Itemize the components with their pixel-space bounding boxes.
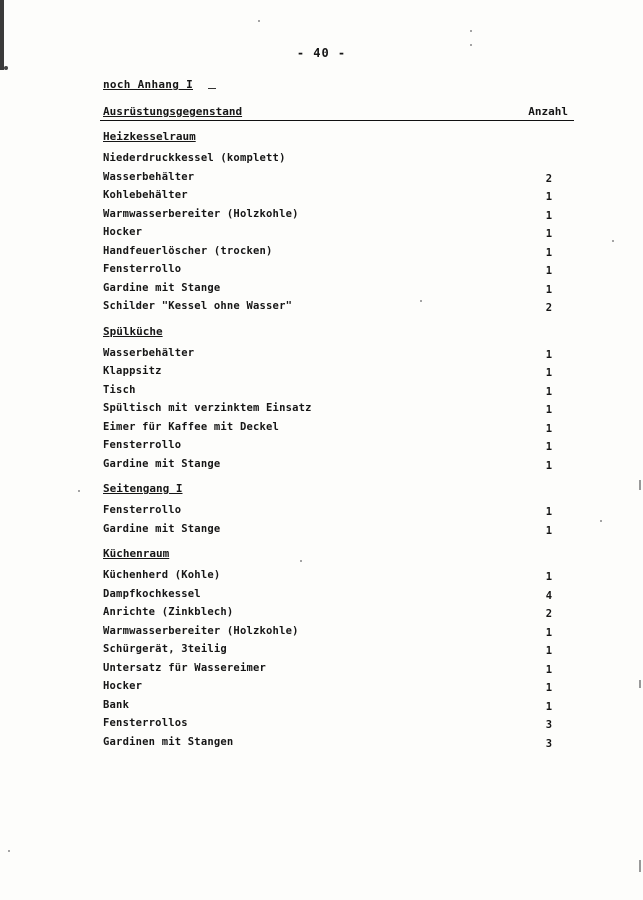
item-name: Fensterrollo	[103, 504, 182, 516]
heading-tick	[208, 88, 216, 89]
binder-dot	[4, 66, 8, 70]
list-item	[103, 504, 553, 520]
list-item	[103, 643, 553, 659]
list-item	[103, 189, 553, 205]
item-quantity: 1	[545, 645, 553, 657]
item-quantity: 1	[545, 283, 553, 296]
item-quantity: 1	[545, 191, 553, 203]
scan-speck	[300, 560, 302, 562]
item-name: Hocker	[103, 680, 143, 692]
item-name: Spültisch mit verzinktem Einsatz	[103, 402, 312, 414]
item-quantity: 1	[545, 682, 553, 694]
section-title: Spülküche	[103, 324, 163, 338]
item-name: Anrichte (Zinkblech)	[103, 606, 234, 618]
item-quantity: 1	[545, 524, 553, 537]
list-item	[103, 245, 553, 261]
column-header	[100, 105, 574, 121]
list-item	[103, 680, 553, 696]
list-item	[103, 421, 553, 437]
quantity-column-header: Anzahl	[528, 105, 568, 118]
list-item	[103, 699, 553, 715]
list-item	[103, 625, 553, 641]
list-item	[103, 152, 553, 168]
item-name: Wasserbehälter	[103, 346, 195, 359]
item-name: Wasserbehälter	[103, 170, 195, 183]
list-item	[103, 300, 553, 316]
list-item	[103, 717, 553, 733]
list-item	[103, 662, 553, 678]
list-item	[103, 439, 553, 455]
item-quantity: 1	[545, 246, 553, 259]
item-quantity: 2	[545, 302, 553, 314]
page-number: - 40 -	[296, 46, 347, 60]
list-item	[103, 365, 553, 381]
section-title: Seitengang I	[103, 482, 183, 495]
item-quantity: 2	[545, 608, 553, 620]
list-item	[103, 458, 553, 474]
item-quantity: 1	[545, 385, 553, 398]
item-quantity: 1	[545, 626, 553, 639]
list-item	[103, 402, 553, 418]
list-item	[103, 606, 553, 622]
scan-speck	[258, 20, 260, 22]
section-title: Heizkesselraum	[103, 130, 196, 143]
item-name: Klappsitz	[103, 365, 162, 377]
scan-speck	[612, 240, 614, 242]
scan-speck	[470, 30, 472, 32]
list-item	[103, 736, 553, 752]
item-name: Warmwasserbereiter (Holzkohle)	[103, 624, 299, 637]
item-name: Fensterrollo	[103, 439, 182, 451]
scan-speck	[600, 520, 602, 522]
item-name: Kohlebehälter	[103, 189, 188, 201]
item-name: Tisch	[103, 383, 136, 396]
section-title: Küchenraum	[103, 547, 170, 560]
item-name: Küchenherd (Kohle)	[103, 569, 221, 581]
item-name: Eimer für Kaffee mit Deckel	[103, 420, 280, 433]
item-name: Schürgerät, 3teilig	[103, 643, 227, 655]
item-name: Dampfkochkessel	[103, 587, 201, 600]
list-item	[103, 263, 553, 279]
item-quantity: 1	[545, 441, 553, 453]
item-name: Gardine mit Stange	[103, 281, 221, 294]
item-quantity: 1	[545, 265, 553, 277]
list-item	[103, 347, 553, 363]
item-name: Gardine mit Stange	[103, 457, 221, 470]
scan-speck	[470, 44, 472, 46]
scan-speck	[8, 850, 10, 852]
item-quantity: 1	[545, 348, 553, 361]
item-name: Bank	[103, 698, 130, 711]
scan-mark	[639, 480, 641, 490]
item-quantity: 1	[545, 459, 553, 472]
item-name: Niederdruckkessel (komplett)	[103, 152, 286, 164]
list-item	[103, 569, 553, 585]
item-name: Schilder "Kessel ohne Wasser"	[103, 300, 293, 312]
item-quantity: 4	[545, 589, 553, 602]
item-name: Hocker	[103, 226, 143, 238]
item-quantity: 1	[545, 506, 553, 518]
list-item	[103, 226, 553, 242]
scan-mark	[639, 680, 641, 688]
item-quantity: 3	[545, 737, 553, 750]
item-name: Fensterrollos	[103, 717, 188, 729]
list-item	[103, 384, 553, 400]
item-quantity: 1	[545, 663, 553, 676]
item-quantity: 2	[545, 172, 553, 185]
item-name: Warmwasserbereiter (Holzkohle)	[103, 207, 299, 220]
list-item	[103, 208, 553, 224]
item-quantity: 1	[545, 404, 553, 416]
item-name: Untersatz für Wassereimer	[103, 661, 267, 674]
scan-speck	[420, 300, 422, 302]
list-item	[103, 282, 553, 298]
item-quantity: 1	[545, 367, 553, 379]
item-quantity: 3	[545, 719, 553, 731]
item-column-header: Ausrüstungsgegenstand	[103, 105, 243, 118]
item-name: Gardinen mit Stangen	[103, 735, 234, 748]
list-item	[103, 171, 553, 187]
item-name: Fensterrollo	[103, 263, 182, 275]
item-quantity: 1	[545, 700, 553, 713]
list-item	[103, 523, 553, 539]
scan-mark	[639, 860, 641, 872]
item-quantity: 1	[545, 422, 553, 435]
item-name: Gardine mit Stange	[103, 522, 221, 535]
appendix-heading: noch Anhang I	[103, 78, 193, 91]
scan-speck	[78, 490, 80, 492]
item-quantity: 1	[545, 571, 553, 583]
item-name: Handfeuerlöscher (trocken)	[103, 244, 273, 257]
item-quantity: 1	[545, 228, 553, 240]
item-quantity: 1	[545, 209, 553, 222]
list-item	[103, 588, 553, 604]
